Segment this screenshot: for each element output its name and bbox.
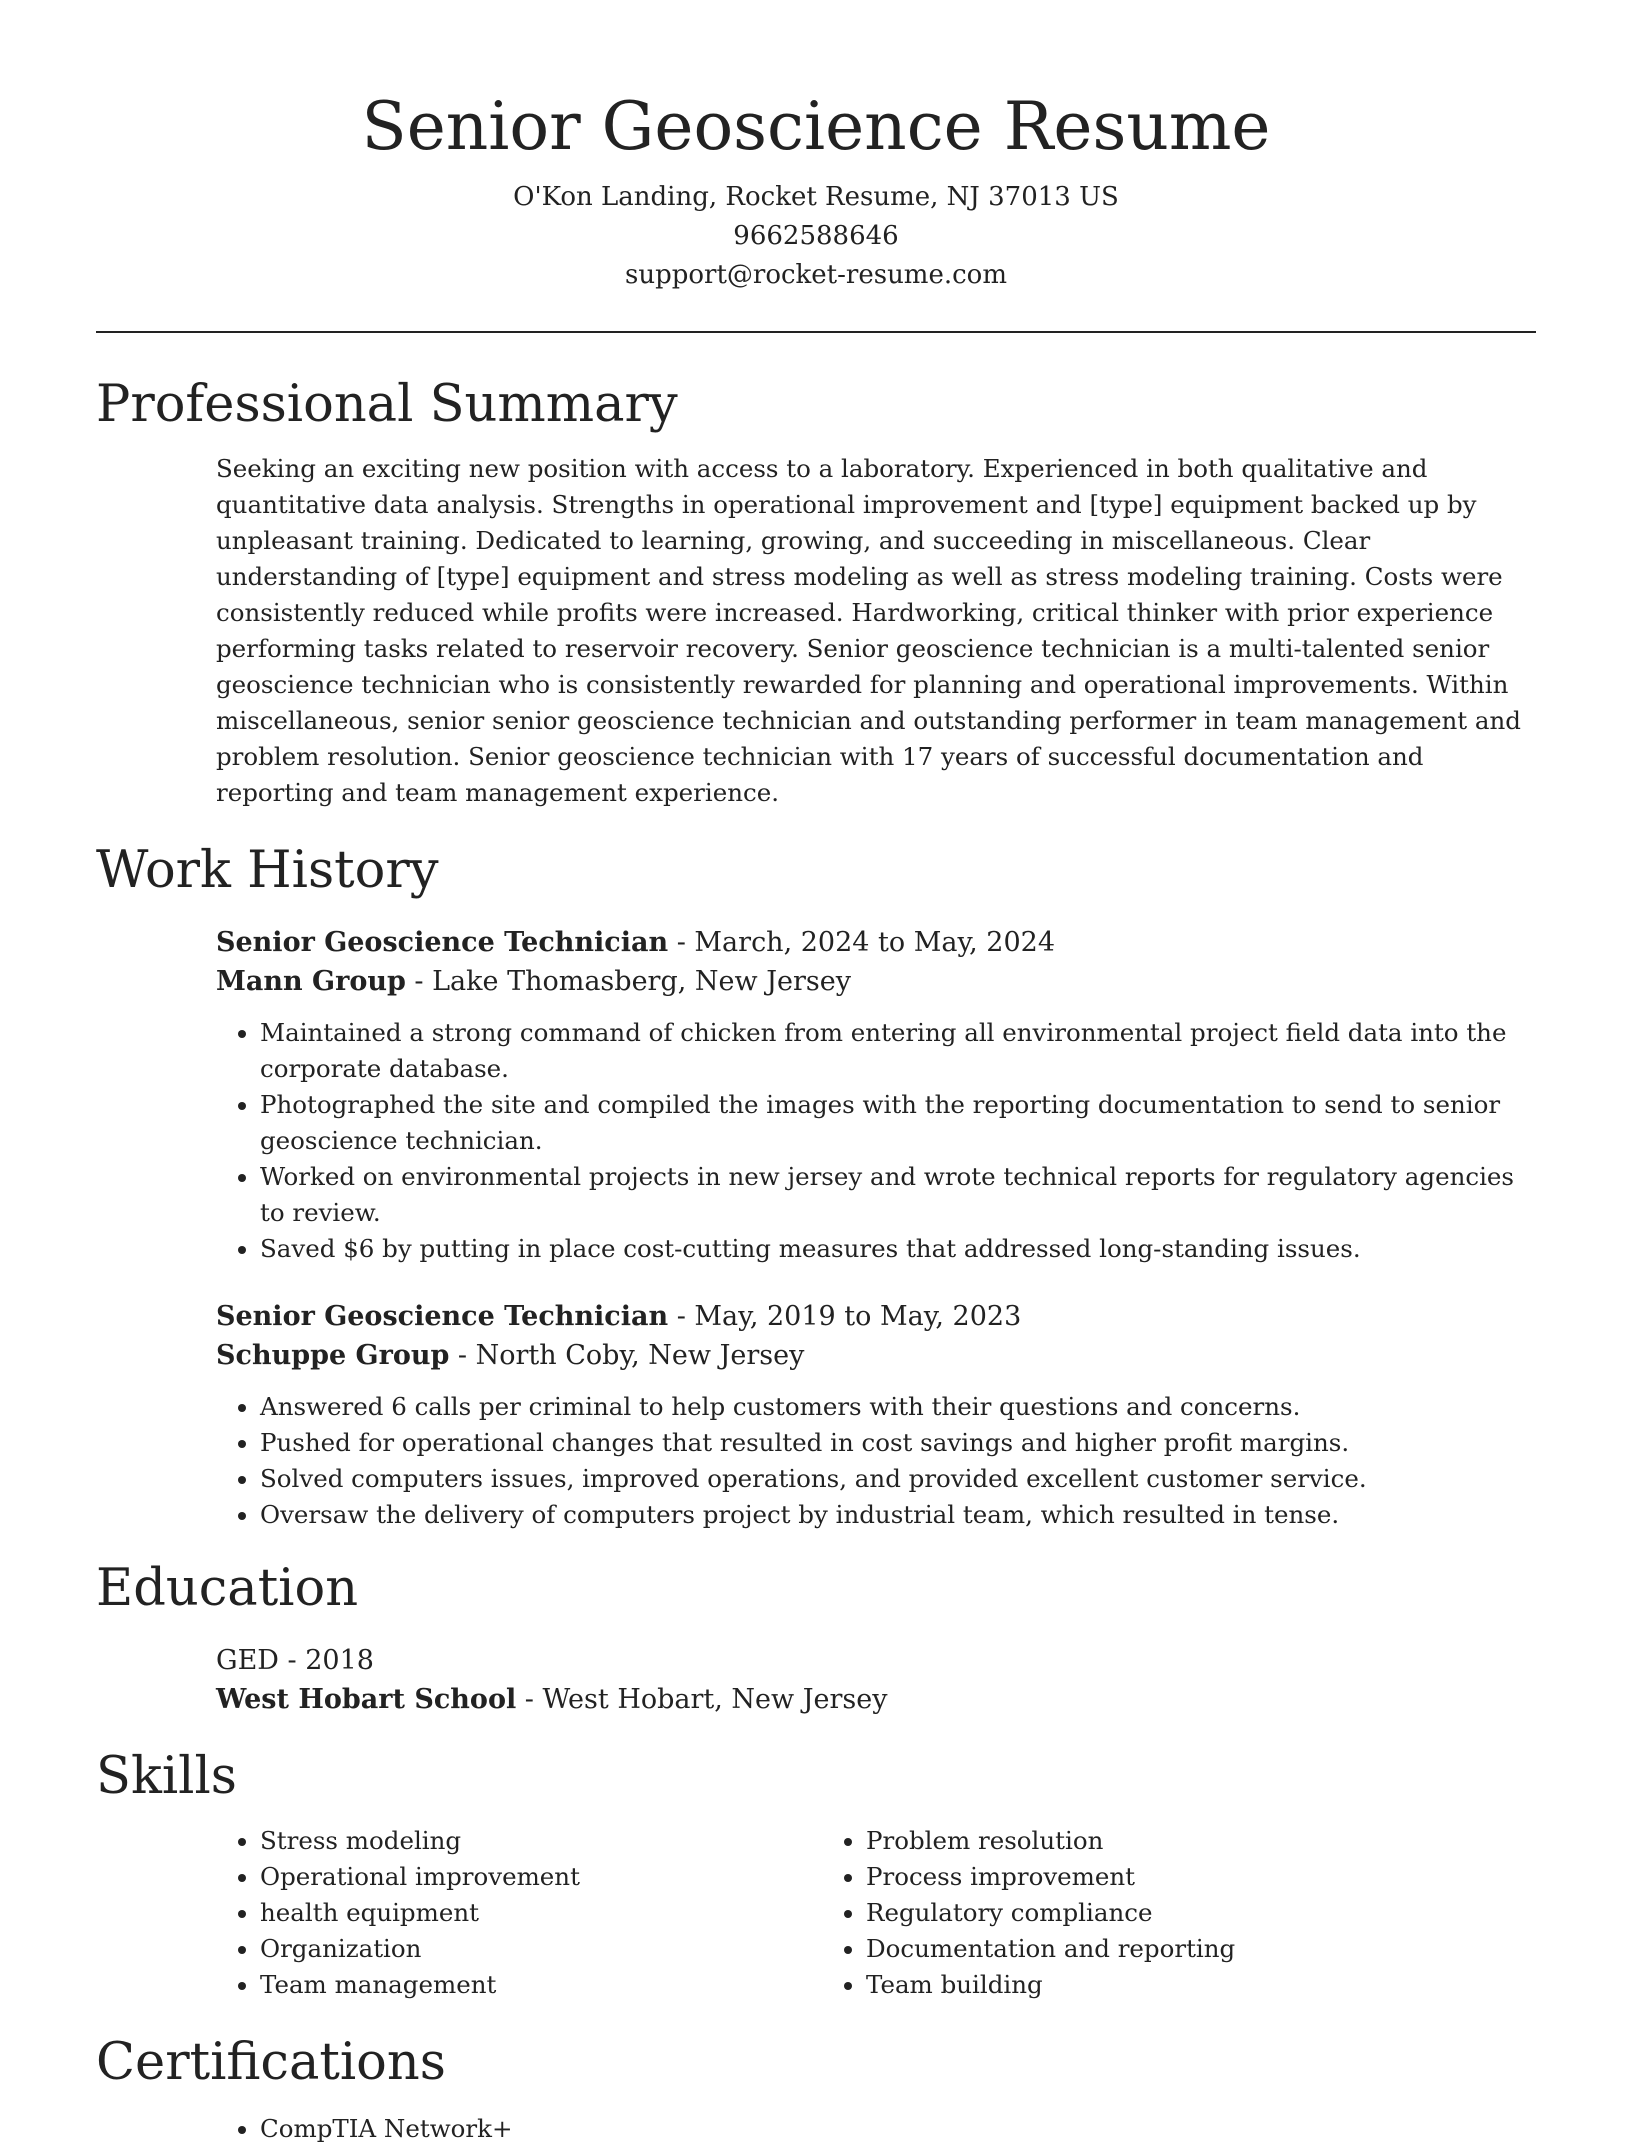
job-role: Senior Geoscience Technician xyxy=(216,927,669,958)
list-item: • Answered 6 calls per criminal to help customers with their questions and concerns. xyxy=(260,1389,1536,1425)
list-item: • Worked on environmental projects in new jersey and wrote technical reports for regulatory agencies to review. xyxy=(260,1159,1536,1231)
job-location: - Lake Thomasberg, New Jersey xyxy=(405,966,852,997)
job-bullets xyxy=(216,1015,1536,1267)
list-item: • Oversaw the delivery of computers project by industrial team, which resulted in tense. xyxy=(260,1497,1536,1533)
education-entry xyxy=(216,1641,1536,1719)
list-item: • Organization xyxy=(260,1931,822,1967)
resume-header xyxy=(96,0,1536,295)
skills-heading: Skills xyxy=(96,1747,237,1806)
job-role-line xyxy=(216,1297,1536,1336)
education-school: West Hobart School xyxy=(216,1684,517,1715)
summary-heading: Professional Summary xyxy=(96,375,678,434)
job-company-line xyxy=(216,962,1536,1001)
list-item: • Team management xyxy=(260,1967,822,2003)
contact-email: support@rocket-resume.com xyxy=(624,260,1007,290)
skills-column-left xyxy=(216,1823,822,2003)
education-heading: Education xyxy=(96,1559,359,1618)
job-company: Schuppe Group xyxy=(216,1340,450,1371)
job-location: - North Coby, New Jersey xyxy=(449,1340,805,1371)
list-item: • Photographed the site and compiled the images with the reporting documentation to send to senior geoscience technician. xyxy=(260,1087,1536,1159)
list-item: • Team building xyxy=(866,1967,1428,2003)
job-company-line xyxy=(216,1336,1536,1375)
header-divider xyxy=(96,331,1536,333)
resume-title: Senior Geoscience Resume xyxy=(361,88,1271,165)
job-entry xyxy=(216,1297,1536,1533)
certifications-section xyxy=(96,2031,1536,2147)
list-item: • Operational improvement xyxy=(260,1859,822,1895)
work-history-section xyxy=(96,839,1536,1533)
job-company: Mann Group xyxy=(216,966,406,997)
list-item: • Documentation and reporting xyxy=(866,1931,1428,1967)
list-item: • Problem resolution xyxy=(866,1823,1428,1859)
resume-page xyxy=(96,0,1536,2147)
list-item: • Regulatory compliance xyxy=(866,1895,1428,1931)
list-item: • Stress modeling xyxy=(260,1823,822,1859)
education-section xyxy=(96,1557,1536,1719)
list-item: • health equipment xyxy=(260,1895,822,1931)
summary-section xyxy=(96,373,1536,811)
job-entry xyxy=(216,923,1536,1267)
list-item: • CompTIA Network+ xyxy=(260,2111,1536,2147)
job-dates: - May, 2019 to May, 2023 xyxy=(668,1301,1022,1332)
education-degree: GED - 2018 xyxy=(216,1645,374,1676)
contact-phone: 9662588646 xyxy=(733,221,899,251)
list-item: • Process improvement xyxy=(866,1859,1428,1895)
list-item: • Maintained a strong command of chicken from entering all environmental project field data into the corporate database. xyxy=(260,1015,1536,1087)
skills-column-right xyxy=(822,1823,1428,2003)
certifications-heading: Certifications xyxy=(96,2033,446,2092)
job-role: Senior Geoscience Technician xyxy=(216,1301,669,1332)
education-location: - West Hobart, New Jersey xyxy=(516,1684,888,1715)
job-dates: - March, 2024 to May, 2024 xyxy=(668,927,1056,958)
job-role-line xyxy=(216,923,1536,962)
education-school-line xyxy=(216,1680,1536,1719)
certifications-list xyxy=(216,2111,1536,2147)
work-history-heading: Work History xyxy=(96,841,439,900)
list-item: • Saved $6 by putting in place cost-cutting measures that addressed long-standing issues. xyxy=(260,1231,1536,1267)
list-item: • Pushed for operational changes that resulted in cost savings and higher profit margins. xyxy=(260,1425,1536,1461)
list-item: • Solved computers issues, improved operations, and provided excellent customer service. xyxy=(260,1461,1536,1497)
contact-address: O'Kon Landing, Rocket Resume, NJ 37013 US xyxy=(513,182,1119,212)
summary-text: Seeking an exciting new position with access to a laboratory. Experienced in both qualitative and quantitative data analysis. Strengths in operational improvement and [type] equipment backed up by unpleasant training. Dedicated to learning, growing, and succeeding in miscellaneous. Clear understanding of [type] equipment and stress modeling as well as stress modeling training. Costs were consistently reduced while profits were increased. Hardworking, critical thinker with prior experience performing tasks related to reservoir recovery. Senior geoscience technician is a multi-talented senior geoscience technician who is consistently rewarded for planning and operational improvements. Within miscellaneous, senior senior geoscience technician and outstanding performer in team management and problem resolution. Senior geoscience technician with 17 years of successful documentation and reporting and team management experience. xyxy=(216,454,1521,807)
skills-grid xyxy=(216,1823,1536,2003)
skills-section xyxy=(96,1745,1536,2003)
contact-block xyxy=(96,178,1536,295)
job-bullets xyxy=(216,1389,1536,1533)
